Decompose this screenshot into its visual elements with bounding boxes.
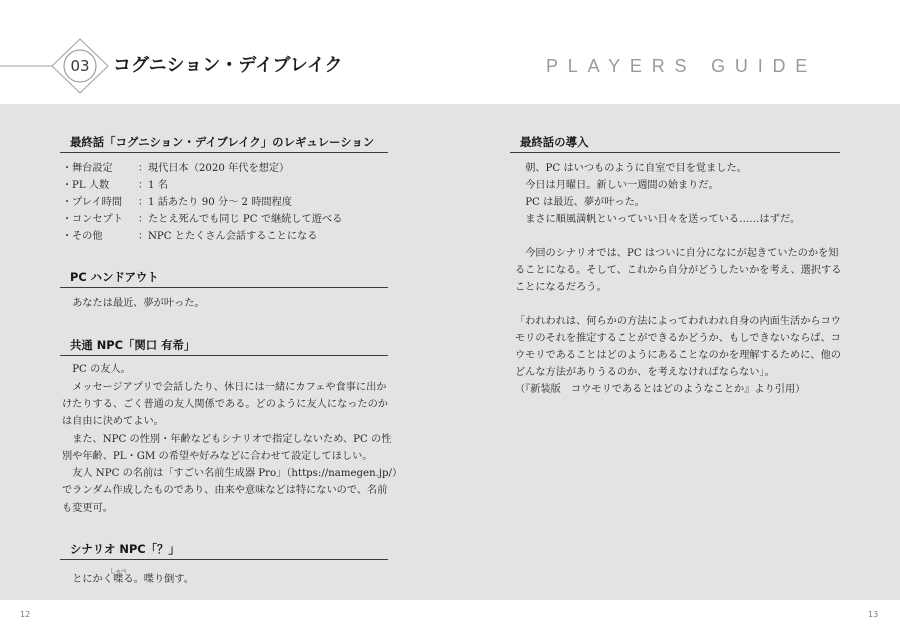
text-line: ることになる。そして、これから自分がどうしたいかを考え、選択する [515,264,842,276]
text-line: けたりする、ごく普通の友人関係である。どのように友人になったのか [62,398,388,410]
regulation-value: 現代日本（2020 年代を想定） [148,162,290,174]
regulation-heading: 最終話「コグニション・デイブレイク」のレギュレーション [60,133,388,153]
regulation-item [62,228,342,245]
text-line: 友人 NPC の名前は「すごい名前生成器 Pro」（https://namegen.jp/） [72,468,403,480]
regulation-item [62,160,342,177]
regulation-item [62,177,342,194]
list-bullet: ・ [62,213,73,225]
regulation-label: 舞台設定 [72,162,113,174]
text-line: まさに順風満帆といっていい日々を送っている……はずだ。 [525,213,801,225]
regulation-label: その他 [72,230,103,242]
regulation-value: 1 名 [148,179,168,191]
quote-line: ウモリであることはどのようにあることなのかを理解するために、他の [515,349,841,361]
regulation-separator: ： [138,179,149,191]
quote-line: どんな方法がありうるのか、を考えなければならない」。 [515,366,775,378]
regulation-value: たとえ死んでも同じ PC で継続して遊べる [148,213,343,225]
common-npc-heading: 共通 NPC「関口 有希」 [60,336,388,356]
ruby-reading: しゃべ [109,568,127,575]
regulation-separator: ： [138,196,149,208]
regulation-separator: ： [138,213,149,225]
ruby-annotated-word [109,568,127,585]
text-line: 別や年齢、PL・GM の希望や好みなどに合わせて設定してほしい。 [62,450,373,462]
text-segment: る。喋り倒す。 [123,573,194,585]
pc-handout-heading: PC ハンドアウト [60,268,388,288]
text-line: 朝、PC はいつものように自室で目を覚ました。 [525,162,747,174]
list-bullet: ・ [62,196,73,208]
quote-citation: （『新装版 コウモリであるとはどのようなことか』より引用） [515,383,806,395]
regulation-label: プレイ時間 [72,196,123,208]
regulation-value: NPC とたくさん会話することになる [148,230,318,242]
text-line: あなたは最近、夢が叶った。 [72,297,205,309]
text-line: は自由に決めてよい。 [62,416,164,428]
regulation-value: 1 話あたり 90 分〜 2 時間程度 [148,196,292,208]
regulation-separator: ： [138,162,149,174]
quote-line: モリのそれを推定することができるかどうか、もしできないならば、コ [515,332,841,344]
introduction-heading: 最終話の導入 [510,133,840,153]
pc-handout-text [62,295,205,312]
book-label: PLAYERS GUIDE [546,56,818,76]
regulation-item [62,211,342,228]
regulation-label: コンセプト [72,213,123,225]
regulation-label: PL 人数 [72,179,110,191]
quote-line: 「われわれは、何らかの方法によってわれわれ自身の内面生活からコウ [515,315,841,327]
paragraph-gap [515,296,841,313]
ruby-base: 喋 [109,573,127,585]
text-segment: とにかく [72,573,113,585]
chapter-number: 03 [70,57,90,75]
text-line: メッセージアプリで会話したり、休日には一緒にカフェや食事に出か [72,381,387,393]
list-bullet: ・ [62,230,73,242]
list-bullet: ・ [62,162,73,174]
chapter-title: コグニション・デイブレイク [113,55,343,76]
list-bullet: ・ [62,179,73,191]
regulation-list [62,160,342,245]
right-page [450,0,900,638]
paragraph-gap [515,228,841,245]
text-line: 今回のシナリオでは、PC はついに自分になにが起きていたのかを知 [525,247,839,259]
text-line: も変更可。 [62,502,113,514]
text-line: でランダム作成したものであり、由来や意味などは特にないので、名前 [62,485,388,497]
page-number-right: 13 [868,610,879,619]
text-line: また、NPC の性別・年齢などもシナリオで指定しないため、PC の性 [72,433,392,445]
text-line: 今日は月曜日。新しい一週間の始まりだ。 [525,179,719,191]
common-npc-text [62,361,402,517]
scenario-npc-heading: シナリオ NPC「？」 [60,540,388,560]
regulation-separator: ： [138,230,149,242]
page-number-left: 12 [20,610,31,619]
regulation-item [62,194,342,211]
text-line: ことになるだろう。 [515,281,607,293]
introduction-text [515,160,841,398]
text-line [62,569,194,586]
scenario-npc-text [62,569,194,586]
text-line: PC は最近、夢が叶った。 [525,196,645,208]
text-line: PC の友人。 [72,364,131,376]
